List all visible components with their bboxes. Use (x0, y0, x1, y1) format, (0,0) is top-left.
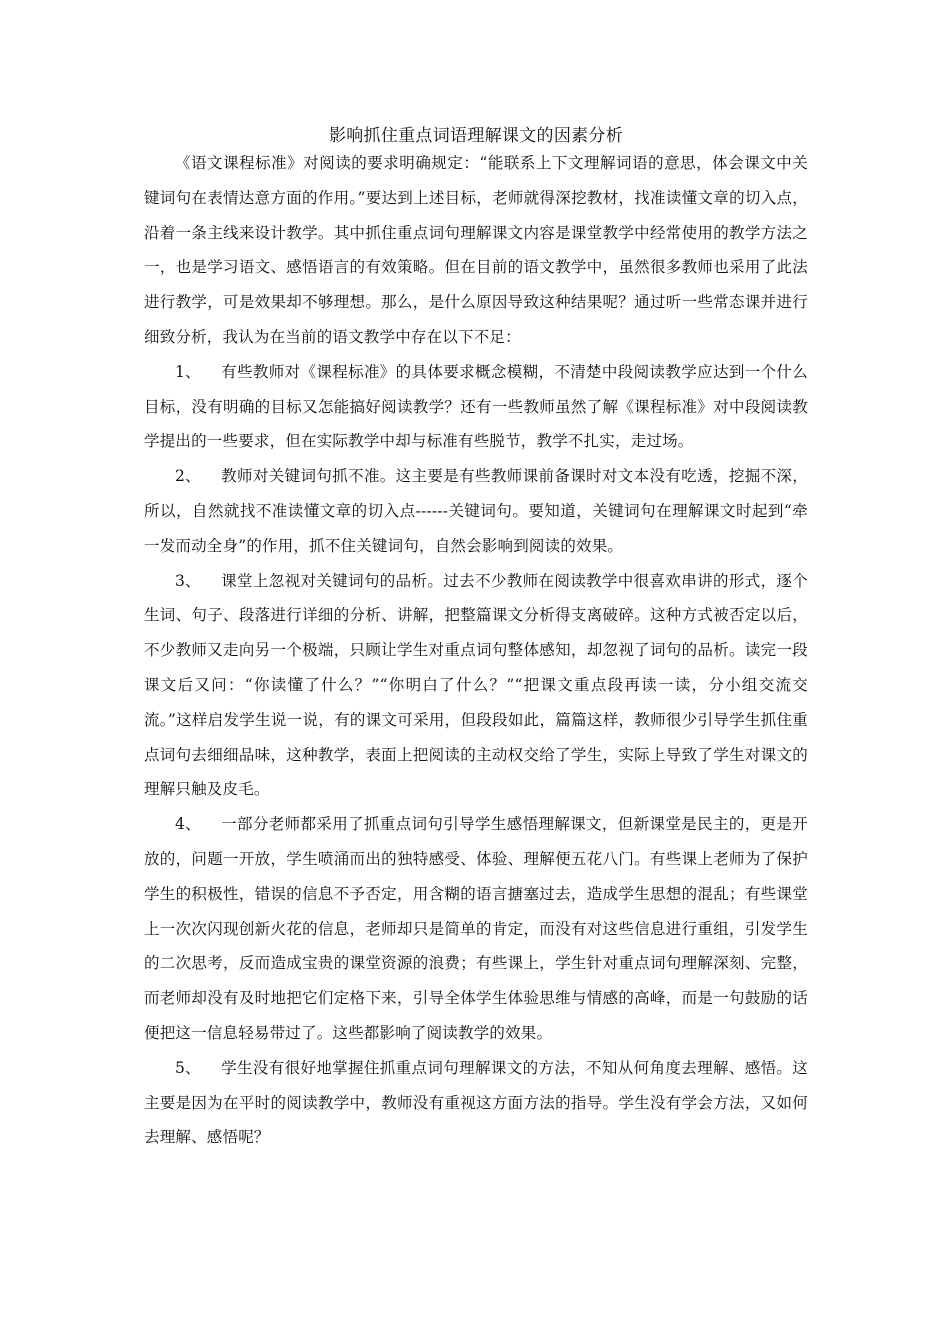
list-item-number: 2、 (175, 467, 201, 486)
list-item-number: 3、 (175, 571, 201, 590)
list-item-1 (144, 355, 808, 459)
list-item-3 (144, 564, 808, 808)
document-title: 影响抓住重点词语理解课文的因素分析 (328, 126, 624, 146)
list-item-text: 学生没有很好地掌握住抓重点词句理解课文的方法，不知从何角度去理解、感悟。这主要是因为在平时的阅读教学中，教师没有重视这方面方法的指导。学生没有学会方法，又如何去理解、感悟呢？ (144, 1058, 808, 1147)
list-item-number: 5、 (175, 1058, 201, 1077)
list-item-text: 有些教师对《课程标准》的具体要求概念模糊，不清楚中段阅读教学应达到一个什么目标，没有明确的目标又怎能搞好阅读教学？还有一些教师虽然了解《课程标准》对中段阅读教学提出的一些要求，但在实际教学中却与标准有些脱节，教学不扎实，走过场。 (144, 362, 808, 451)
document-page (144, 117, 808, 1155)
list-item-5 (144, 1051, 808, 1155)
list-item-2 (144, 459, 808, 563)
list-item-number: 1、 (175, 362, 201, 381)
intro-paragraph: 《语文课程标准》对阅读的要求明确规定：“能联系上下文理解词语的意思，体会课文中关键词句在表情达意方面的作用。”要达到上述目标，老师就得深挖教材，找准读懂文章的切入点，沿着一条主线来设计教学。其中抓住重点词句理解课文内容是课堂教学中经常使用的教学方法之一，也是学习语文、感悟语言的有效策略。但在目前的语文教学中，虽然很多教师也采用了此法进行教学，可是效果却不够理想。那么，是什么原因导致这种结果呢？通过听一些常态课并进行细致分析，我认为在当前的语文教学中存在以下不足： (144, 154, 808, 346)
list-item-number: 4、 (175, 815, 201, 834)
list-item-text: 教师对关键词句抓不准。这主要是有些教师课前备课时对文本没有吃透，挖掘不深，所以，自然就找不准读懂文章的切入点------关键词句。要知道，关键词句在理解课文时起到“牵一发而动全身”的作用，抓不住关键词句，自然会影响到阅读的效果。 (144, 467, 808, 555)
list-item-text: 课堂上忽视对关键词句的品析。过去不少教师在阅读教学中很喜欢串讲的形式，逐个生词、句子、段落进行详细的分析、讲解，把整篇课文分析得支离破碎。这种方式被否定以后，不少教师又走向另一个极端，只顾让学生对重点词句整体感知，却忽视了词句的品析。读完一段课文后又问：“你读懂了什么？”“你明白了什么？”“把课文重点段再读一读，分小组交流交流。”这样启发学生说一说，有的课文可采用，但段段如此，篇篇这样，教师很少引导学生抓住重点词句去细细品味，这种教学，表面上把阅读的主动权交给了学生，实际上导致了学生对课文的理解只触及皮毛。 (144, 571, 808, 799)
list-item-text: 一部分老师都采用了抓重点词句引导学生感悟理解课文，但新课堂是民主的，更是开放的，问题一开放，学生喷涌而出的独特感受、体验、理解便五花八门。有些课上老师为了保护学生的积极性，错误的信息不予否定，用含糊的语言搪塞过去，造成学生思想的混乱；有些课堂上一次次闪现创新火花的信息，老师却只是简单的肯定，而没有对这些信息进行重组，引发学生的二次思考，反而造成宝贵的课堂资源的浪费；有些课上，学生针对重点词句理解深刻、完整，而老师却没有及时地把它们定格下来，引导全体学生体验思维与情感的高峰，而是一句鼓励的话便把这一信息轻易带过了。这些都影响了阅读教学的效果。 (144, 815, 808, 1042)
list-item-4 (144, 807, 808, 1051)
